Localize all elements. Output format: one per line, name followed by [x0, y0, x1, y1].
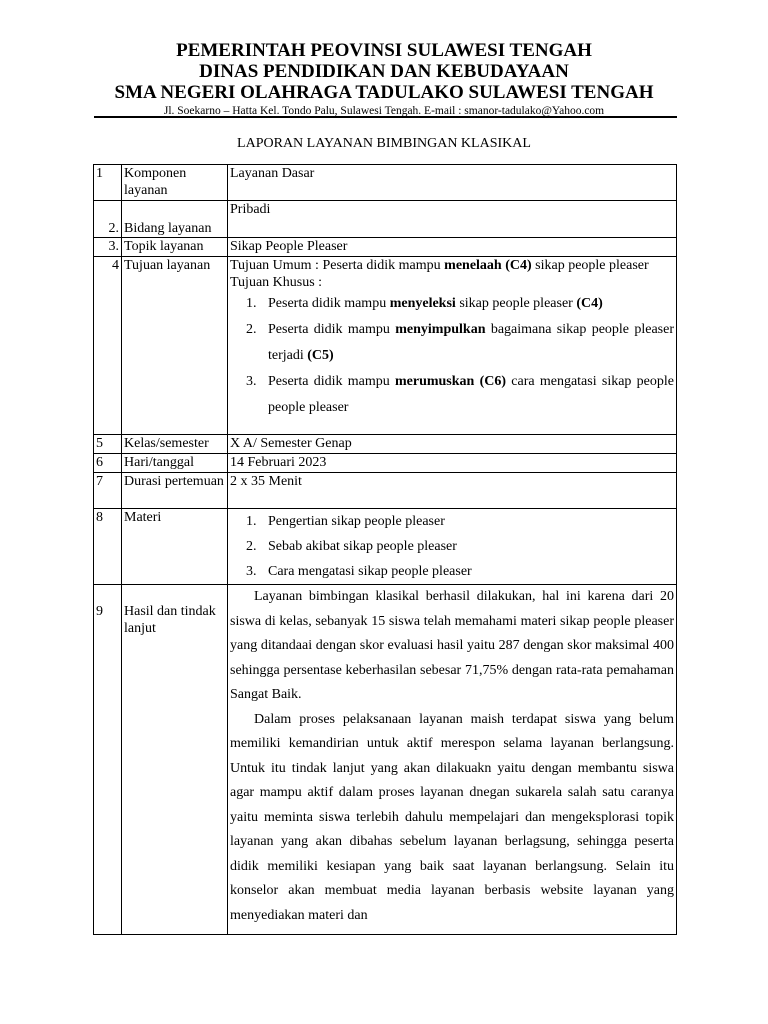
- row-number: 3.: [94, 238, 122, 257]
- row-label: Komponen layanan: [122, 165, 228, 201]
- table-row: [94, 435, 677, 454]
- letterhead: [0, 40, 768, 118]
- row-label: Bidang layanan: [122, 201, 228, 238]
- table-row: [94, 165, 677, 201]
- row-label: Hasil dan tindak lanjut: [122, 585, 228, 935]
- row-label: Hari/tanggal: [122, 454, 228, 473]
- list-item: 3. Cara mengatasi sikap people pleaser: [260, 559, 674, 584]
- specific-objectives-list: [230, 291, 674, 421]
- row-value: X A/ Semester Genap: [228, 435, 677, 454]
- general-objective: Tujuan Umum : Peserta didik mampu menelaah (C4) sikap people pleaser: [230, 258, 649, 273]
- row-label: Materi: [122, 509, 228, 585]
- row-number: 1: [94, 165, 122, 201]
- materials-list: [230, 509, 674, 584]
- report-table: [93, 164, 677, 935]
- table-row: [94, 509, 677, 585]
- row-number: 9: [94, 585, 122, 935]
- objectives-cell: [228, 257, 677, 435]
- table-row: [94, 585, 677, 935]
- list-item: 1. Peserta didik mampu menyeleksi sikap people pleaser (C4): [260, 291, 674, 317]
- row-label: Durasi pertemuan: [122, 473, 228, 509]
- row-value: Sikap People Pleaser: [228, 238, 677, 257]
- row-number: 5: [94, 435, 122, 454]
- letterhead-department: DINAS PENDIDIKAN DAN KEBUDAYAAN: [199, 61, 569, 82]
- list-item: 3. Peserta didik mampu merumuskan (C6) cara mengatasi sikap people people pleaser: [260, 369, 674, 421]
- letterhead-address: Jl. Soekarno – Hatta Kel. Tondo Palu, Sulawesi Tengah. E-mail : smanor-tadulako@Yahoo.com: [163, 105, 605, 117]
- row-value: Layanan Dasar: [228, 165, 677, 201]
- table-row: [94, 473, 677, 509]
- letterhead-divider: [94, 116, 677, 118]
- row-number: 8: [94, 509, 122, 585]
- list-item: 2. Peserta didik mampu menyimpulkan bagaimana sikap people pleaser terjadi (C5): [260, 317, 674, 369]
- row-number: 4: [94, 257, 122, 435]
- letterhead-government: PEMERINTAH PEOVINSI SULAWESI TENGAH: [176, 40, 592, 61]
- letterhead-school: SMA NEGERI OLAHRAGA TADULAKO SULAWESI TENGAH: [114, 82, 654, 103]
- table-row: [94, 454, 677, 473]
- table-row: [94, 201, 677, 238]
- row-label: Topik layanan: [122, 238, 228, 257]
- row-label: Kelas/semester: [122, 435, 228, 454]
- table-row: [94, 238, 677, 257]
- results-cell: [228, 585, 677, 935]
- row-value: 14 Februari 2023: [228, 454, 677, 473]
- row-label: Tujuan layanan: [122, 257, 228, 435]
- row-number: 2.: [94, 201, 122, 238]
- row-number: 7: [94, 473, 122, 509]
- list-item: 1. Pengertian sikap people pleaser: [260, 509, 674, 534]
- results-paragraph: Layanan bimbingan klasikal berhasil dilakukan, hal ini karena dari 20 siswa di kelas, sebanyak 15 siswa telah memahami materi sikap people pleaser yang ditandaai dengan skor evaluasi hasil yaitu 287 dengan skor maksimal 400 sehingga persentase keberhasilan sebesar 71,75% dengan rata-rata pemahaman Sangat Baik.: [230, 589, 674, 702]
- row-value: Pribadi: [228, 201, 677, 238]
- specific-objectives-label: Tujuan Khusus :: [230, 275, 323, 290]
- row-value: 2 x 35 Menit: [228, 473, 677, 509]
- table-row: [94, 257, 677, 435]
- report-title: LAPORAN LAYANAN BIMBINGAN KLASIKAL: [237, 136, 531, 151]
- row-number: 6: [94, 454, 122, 473]
- materials-cell: [228, 509, 677, 585]
- list-item: 2. Sebab akibat sikap people pleaser: [260, 534, 674, 559]
- follow-up-paragraph: Dalam proses pelaksanaan layanan maish terdapat siswa yang belum memiliki kemandirian untuk aktif merespon selama layanan berlangsung. Untuk itu tindak lanjut yang akan dilakuakn yaitu dengan membantu siswa agar mampu aktif dalam proses layanan dnegan sukarela salah satu caranya yaitu meminta siswa terlebih dahulu mempelajari dan mengeksplorasi topik layanan yang akan dibahas sebelum layanan berlagsung, sehingga peserta didik memiliki kesiapan yang baik saat layanan berlangsung. Selain itu konselor akan membuat media layanan berbasis website layanan yang menyediakan materi dan: [230, 711, 674, 923]
